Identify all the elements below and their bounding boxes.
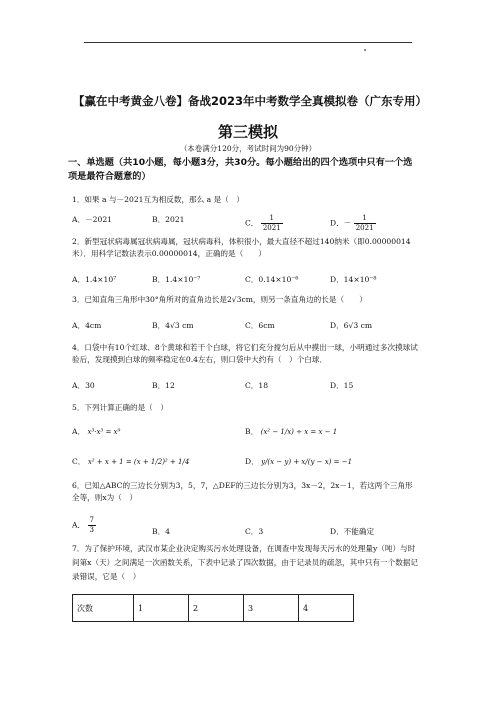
table-row: [73, 595, 354, 622]
question-4-stem: 4．口袋中有10个红球、8个黄球和若干个白球，将它们充分搅匀后从中摸出一球，小明通过多次摸球试验后，发现摸到白球的频率稳定在0.4左右，则口袋中大约有（ ）个白球．: [72, 343, 418, 364]
q6-option-c: C．3: [245, 527, 264, 536]
scan-dot: [364, 49, 366, 51]
document-subtitle: 第三模拟: [217, 123, 278, 141]
q3-option-b: B．4√3 cm: [152, 321, 194, 330]
q4-option-a: A．30: [72, 381, 95, 390]
q6-a-fraction: $\frac{7}{3}$: [89, 516, 94, 534]
q2-option-b: B．1.4×10⁻⁷: [152, 275, 201, 284]
q1-option-b: B．2021: [152, 215, 185, 224]
q1-option-c: C． $\frac{1}{2021}$: [245, 214, 281, 232]
document-title: 【赢在中考黄金八卷】备战2023年中考数学全真模拟卷（广东专用）: [72, 94, 427, 108]
question-2-stem: 2．新型冠状病毒属冠状病毒属，冠状病毒科，体积很小，最大直径不超过140纳米（即0.00000014米）．用科学记数法表示0.00000014，正确的是（ ）: [72, 237, 411, 258]
q4-option-c: C．18: [245, 381, 269, 390]
table-cell: 1: [134, 595, 189, 622]
question-1-stem: 1．如果 a 与－2021互为相反数，那么 a 是（ ）: [72, 195, 244, 204]
question-5-stem: 5．下列计算正确的是（ ）: [72, 403, 168, 412]
q2-option-c: C．0.14×10⁻⁶: [245, 275, 299, 284]
q6-option-d: D．不能确定: [330, 527, 375, 536]
q3-option-d: D．6√3 cm: [330, 321, 373, 330]
q5-option-b: B． (x² − 1/x) ÷ x = x − 1: [245, 427, 338, 436]
q4-option-d: D．15: [330, 381, 354, 390]
q5-b-expr: (x² − 1/x) ÷ x = x − 1: [260, 428, 338, 436]
q5-option-a: A． x³·x³ = x⁹: [72, 427, 121, 436]
table-cell: 3: [244, 595, 299, 622]
question-7-stem: 7．为了保护环境，武汉市某企业决定购买污水处理设备，在调查中发现每天污水的处理量y（吨）与时间第x（天）之间满足一次函数关系，下表中记录了四次数据，由于记录员的疏忽，其中只有一个数据记录错误，它是（ ）: [72, 544, 418, 581]
q6-option-b: B．4: [152, 527, 171, 536]
q4-option-b: B．12: [152, 381, 175, 390]
question-3-stem: 3．已知直角三角形中30°角所对的直角边长是2√3cm，则另一条直角边的长是（ ）: [72, 295, 367, 304]
exam-meta: （本卷满分120分，考试时间为90分钟）: [179, 144, 317, 153]
q6-option-a: A． $\frac{7}{3}$: [72, 516, 94, 534]
table-cell: 2: [189, 595, 244, 622]
q5-d-expr: y/(x − y) + x/(y − x) = −1: [261, 458, 353, 466]
q5-a-expr: x³·x³ = x⁹: [87, 428, 121, 436]
question-6-stem: 6．已知△ABC的三边长分别为3，5，7，△DEF的三边长分别为3，3x－2，2x－1，若这两个三角形全等，则x为（ ）: [72, 481, 413, 502]
q3-option-c: C．6cm: [245, 321, 275, 330]
q1-option-d: D．－ $\frac{1}{2021}$: [330, 214, 374, 232]
q1-c-fraction: $\frac{1}{2021}$: [262, 214, 281, 232]
q5-c-expr: x² + x + 1 = (x + 1/2)² + 1/4: [87, 458, 190, 466]
data-table: [72, 594, 354, 622]
q5-option-d: D． y/(x − y) + x/(y − x) = −1: [245, 457, 353, 466]
q3-option-a: A．4cm: [72, 321, 102, 330]
q2-option-d: D．14×10⁻⁸: [330, 275, 377, 284]
q1-d-fraction: $\frac{1}{2021}$: [355, 214, 374, 232]
q2-option-a: A．1.4×10⁷: [72, 275, 117, 284]
header-rule: [84, 42, 412, 43]
section-heading: 一、单选题（共10小题，每小题3分，共30分。每小题给出的四个选项中只有一个选项是最符合题意的）: [68, 157, 413, 182]
q5-option-c: C． x² + x + 1 = (x + 1/2)² + 1/4: [72, 457, 190, 466]
table-cell: 次数: [73, 595, 134, 622]
q1-option-a: A．－2021: [72, 215, 112, 224]
table-cell: 4: [299, 595, 354, 622]
